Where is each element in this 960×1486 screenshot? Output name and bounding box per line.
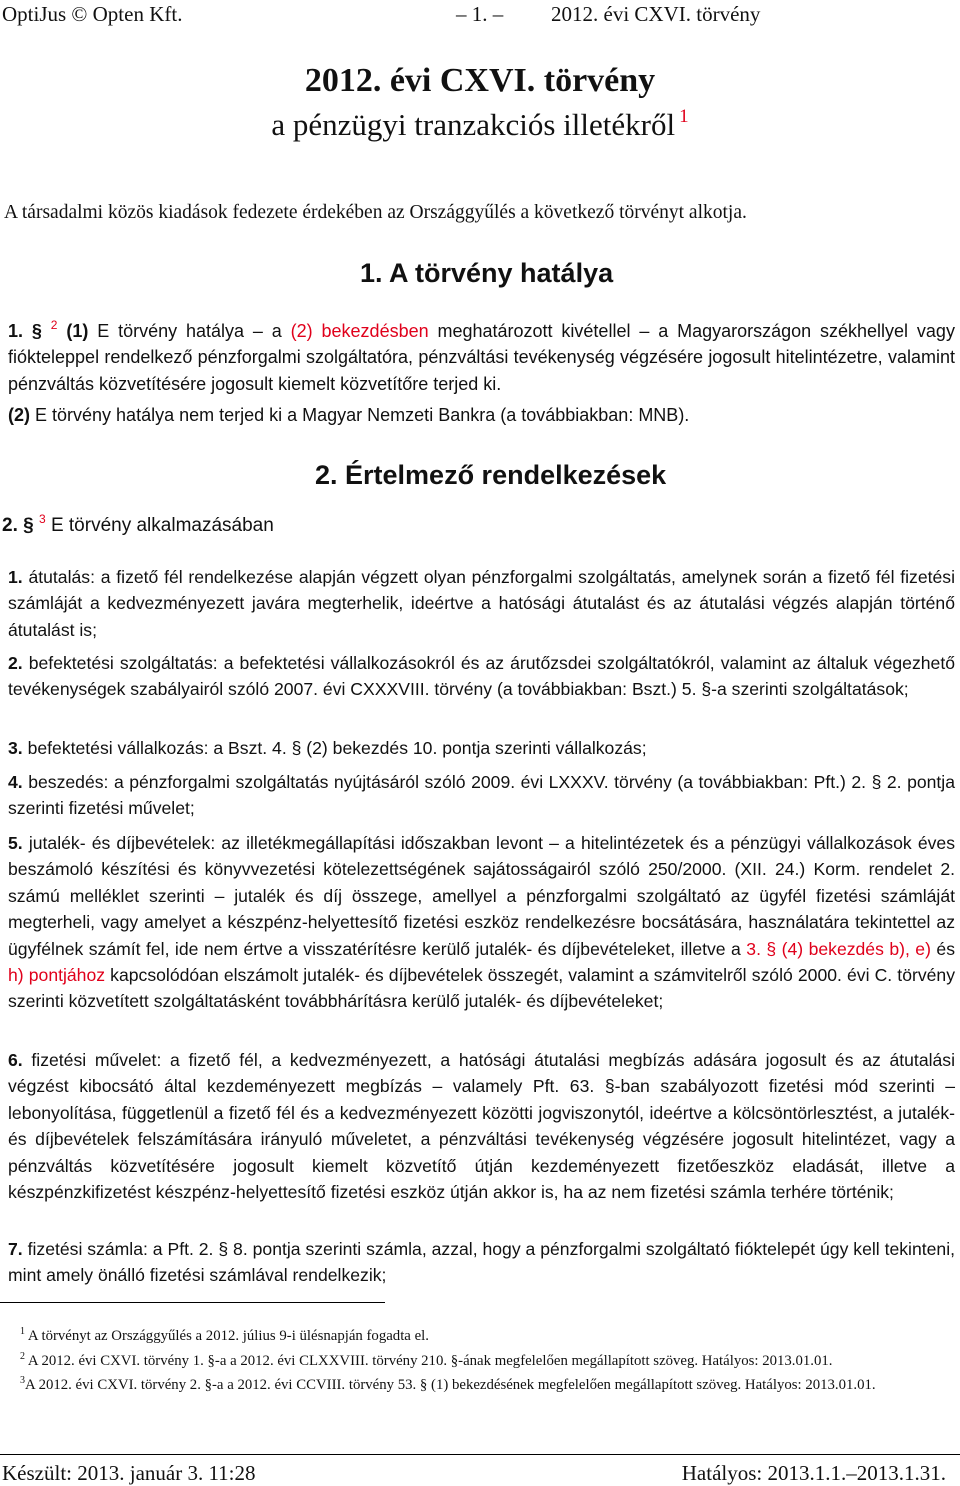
item-text: fizetési számla: a Pft. 2. § 8. pontja szerinti számla, azzal, hogy a pénzforgalmi szolgáltató fióktelepét úgy kell tekinteni, mint amely önálló fizetési számlával rendelkezik; xyxy=(8,1239,955,1286)
paragraph-1-2 xyxy=(8,402,955,428)
item-number: 7. xyxy=(8,1239,23,1259)
footnote-3 xyxy=(0,1371,958,1396)
item-text: jutalék- és díjbevételek: az illetékmegállapítási időszakban levont – a hitelintézetek és a pénzügyi vállalkozások éves beszámoló készítési és könyvvezetési kötelezettségének sajátosságairól szóló 250/2000. (XII. 24.) Korm. rendelet 2. számú melléklet szerinti – jutalék és díj összege, amellyel a pénzforgalmi szolgáltató az ügyfél fizetési számláját megterheli, vagy amelyet a készpénz-helyettesítő fizetési eszköz rendelkezésre bocsátására, használatára tekintettel az ügyfélnek számít fel, ide nem értve a visszatérítésre kerülő jutalék- és díjbevételeket, illetve a xyxy=(8,833,955,959)
item-text: és xyxy=(936,938,955,959)
footnote-number: 3 xyxy=(20,1375,25,1386)
footnote-text: A 2012. évi CXVI. törvény 1. §-a a 2012. évi CLXXVIII. törvény 210. §-ának megfelelően megállapított szöveg. Hatályos: 2013.01.01. xyxy=(27,1352,833,1369)
item-number: 6. xyxy=(8,1050,23,1070)
law-subtitle-text: a pénzügyi tranzakciós illetékről xyxy=(271,107,676,142)
footnote-2 xyxy=(0,1347,958,1372)
footnote-1 xyxy=(0,1322,958,1347)
item-text: befektetési vállalkozás: a Bszt. 4. § (2) bekezdés 10. pontja szerinti vállalkozás; xyxy=(27,738,647,758)
subsection-number: (1) xyxy=(66,321,89,341)
item-text: beszedés: a pénzforgalmi szolgáltatás nyújtásáról szóló 2009. évi LXXXV. törvény (a továbbiakban: Pft.) 2. § 2. pontja szerinti fizetési művelet; xyxy=(8,772,955,819)
footnote-text: A 2012. évi CXVI. törvény 2. §-a a 2012. évi CCVIII. törvény 53. § (1) bekezdésének megfelelően megállapított szöveg. Hatályos: 2013.01.01. xyxy=(25,1377,876,1393)
publisher: OptiJus © Opten Kft. xyxy=(2,2,183,26)
paragraph-1-1 xyxy=(8,312,955,397)
law-title: 2012. évi CXVI. törvény xyxy=(304,62,656,99)
page-number: – 1. – xyxy=(456,2,504,26)
subsection-number: (2) xyxy=(8,405,30,425)
page-header xyxy=(2,2,958,28)
paragraph-number: 2. § xyxy=(2,515,34,536)
paragraph-number: 1. § xyxy=(8,321,42,341)
footnote-number: 1 xyxy=(20,1326,25,1337)
preamble: A társadalmi közös kiadások fedezete érdekében az Országgyűlés a következő törvényt alkotja. xyxy=(4,202,747,223)
definition-item xyxy=(8,830,955,1015)
footnotes xyxy=(0,1322,958,1396)
definition-item xyxy=(8,650,955,703)
page-footer xyxy=(0,1454,960,1483)
law-subtitle xyxy=(0,106,960,143)
footnote-ref-3[interactable]: 3 xyxy=(38,512,46,526)
footnote-ref-2[interactable]: 2 xyxy=(50,318,58,332)
item-text: fizetési művelet: a fizető fél, a kedvezményezett, a hatósági átutalási megbízás adására jogosult és az átutalási végzést kibocsátó által kezdeményezett megbízás – valamely Pft. 63. §-ban szabályozott fizetési mód szerinti – lebonyolítása, függetlenül a fizető fél és a kedvezményezett közötti jogviszonytól, ideértve a kölcsöntörlesztést, a jutalék- és díjbevételek felszámítására irányuló műveletet, a pénzváltási tevékenység végzésére jogosult hitelintézet, vagy a pénzváltás közvetítésére jogosult kiemelt közvetítő útján kezdeményezett fizetőeszköz eladását, illetve a készpénzkifizetést készpénz-helyettesítő fizetési eszköz útján akkor is, ha az nem fizetési számla terhére történik; xyxy=(8,1050,956,1203)
paragraph-text: meghatározott kivétellel – a Magyarországon székhellyel vagy fiókteleppel rendelkező pénzforgalmi szolgáltatóra, pénzváltási tevékenység végzésére jogosult hitelintézetre, valamint pénzváltás közvetítésére jogosult kiemelt közvetítőre terjed ki. xyxy=(8,321,955,394)
cross-reference-link[interactable]: h) pontjához xyxy=(8,965,106,986)
item-text: átutalás: a fizető fél rendelkezése alapján végzett olyan pénzforgalmi szolgáltatás, amelynek során a fizető fél fizetési számláját a kedvezményezett javára megterhelik, ideértve a hatósági átutalást és az átutalási végzés alapján történő átutalást is; xyxy=(8,567,955,640)
section-heading-1: 1. A törvény hatálya xyxy=(360,258,614,288)
paragraph-text: E törvény hatálya – a xyxy=(97,321,282,341)
footnote-ref-1[interactable]: 1 xyxy=(679,106,689,127)
item-number: 3. xyxy=(8,738,23,758)
item-number: 5. xyxy=(8,833,23,853)
footnote-number: 2 xyxy=(20,1350,25,1362)
cross-reference-link[interactable]: (2) bekezdésben xyxy=(290,321,429,341)
paragraph-text: E törvény hatálya nem terjed ki a Magyar Nemzeti Bankra (a továbbiakban: MNB). xyxy=(35,405,690,425)
definition-item xyxy=(8,564,955,643)
item-text: befektetési szolgáltatás: a befektetési vállalkozásokról és az árutőzsdei szolgáltatókról, valamint az általuk végezhető tevékenységek szabályairól szóló 2007. évi CXXXVIII. törvény (a továbbiakban: Bszt.) 5. §-a szerinti szolgáltatások; xyxy=(8,653,956,700)
cross-reference-link[interactable]: 3. § (4) bekezdés b), e) xyxy=(746,938,931,959)
definition-item xyxy=(8,735,955,761)
footnote-text: A törvényt az Országgyűlés a 2012. július 9-i ülésnapján fogadta el. xyxy=(27,1328,429,1344)
definition-item xyxy=(8,769,955,822)
footnote-divider xyxy=(0,1302,385,1303)
paragraph-2-intro xyxy=(2,512,274,537)
definition-item xyxy=(8,1047,955,1205)
header-law-title: 2012. évi CXVI. törvény xyxy=(551,2,761,26)
intro-text: E törvény alkalmazásában xyxy=(50,515,274,536)
effective-date: Hatályos: 2013.1.1.–2013.1.31. xyxy=(681,1461,946,1485)
item-number: 4. xyxy=(8,772,23,792)
item-number: 1. xyxy=(8,567,23,587)
item-number: 2. xyxy=(8,653,23,673)
definition-item xyxy=(8,1236,955,1289)
created-date: Készült: 2013. január 3. 11:28 xyxy=(2,1461,256,1485)
item-text: kapcsolódóan elszámolt jutalék- és díjbevételek összegét, valamint a számvitelről szóló 2000. évi C. törvény szerinti közvetített szolgáltatásként továbbhárításra kerülő jutalék- és díjbevételeket; xyxy=(8,965,955,1012)
section-heading-2: 2. Értelmező rendelkezések xyxy=(315,460,667,490)
